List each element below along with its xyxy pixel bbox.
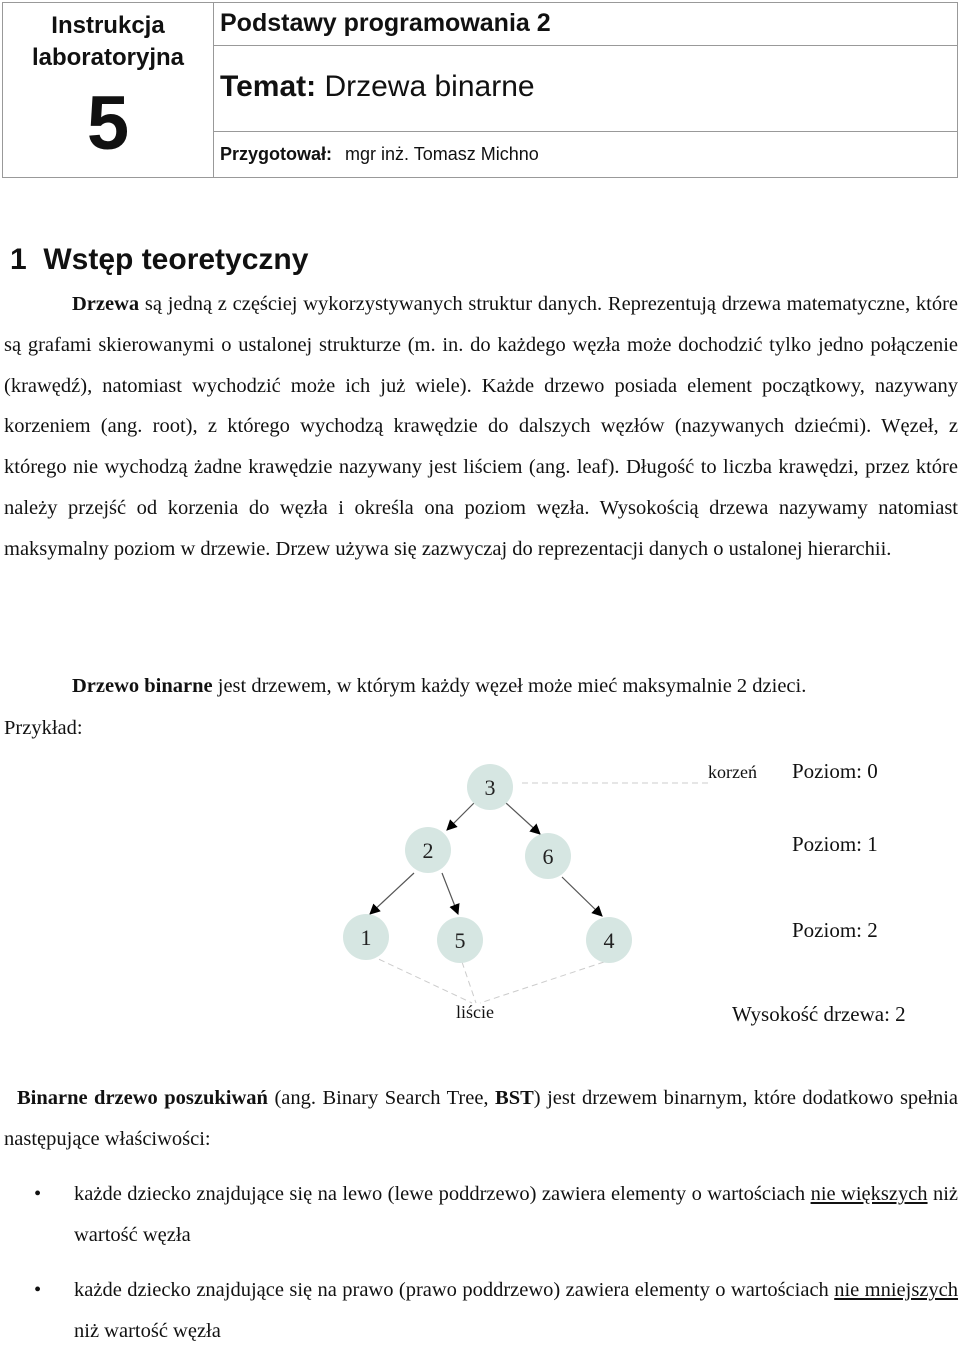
level-2-label: Poziom: 2 bbox=[792, 918, 878, 942]
bst-bold-term: Binarne drzewo poszukiwań bbox=[16, 1087, 268, 1109]
root-label: korzeń bbox=[708, 762, 757, 782]
leaf-line-5 bbox=[462, 962, 476, 1003]
node-4-value: 4 bbox=[603, 928, 615, 953]
section-number: 1 bbox=[10, 243, 27, 276]
example-label: Przykład: bbox=[4, 717, 83, 739]
binary-tree-diagram bbox=[0, 740, 960, 1040]
edge-3-6 bbox=[506, 803, 540, 834]
bullet-left-post: niż wartość węzła bbox=[74, 1183, 959, 1246]
author-line bbox=[220, 144, 539, 165]
author-name: mgr inż. Tomasz Michno bbox=[345, 144, 539, 164]
bullet-left-underlined: nie większych bbox=[810, 1183, 928, 1205]
leaves-label: liście bbox=[456, 1002, 494, 1022]
leaf-line-4 bbox=[480, 962, 604, 1003]
node-5-value: 5 bbox=[454, 928, 466, 953]
edge-3-2 bbox=[447, 803, 474, 830]
tree-height-label: Wysokość drzewa: 2 bbox=[732, 1002, 906, 1026]
edge-6-4 bbox=[562, 877, 602, 916]
header-instruction-label: Instrukcja bbox=[51, 12, 165, 39]
header-course-row bbox=[214, 3, 957, 46]
p2-text: jest drzewem, w którym każdy węzeł może mieć maksymalnie 2 dzieci. bbox=[217, 675, 807, 697]
bst-text-1: (ang. Binary Search Tree, bbox=[274, 1087, 489, 1109]
topic-value: Drzewa binarne bbox=[324, 70, 535, 103]
tree-graphic bbox=[0, 740, 960, 1040]
p1-bold-term: Drzewa bbox=[72, 293, 140, 315]
bullet-dot-icon: • bbox=[34, 1183, 42, 1205]
header-left-cell bbox=[3, 3, 214, 177]
bst-text-2: ) jest drzewem binarnym, które dodatkowo spełnia następujące właściwości: bbox=[4, 1087, 959, 1150]
paragraph-bst bbox=[4, 1078, 958, 1160]
bullet-right-underlined: nie mniejszych bbox=[834, 1279, 959, 1301]
bst-abbrev: BST bbox=[495, 1087, 534, 1109]
lab-number: 5 bbox=[86, 81, 130, 166]
bullet-left-pre: każde dziecko znajdujące się na lewo (lewe poddrzewo) zawiera elementy o wartościach bbox=[74, 1183, 806, 1205]
header-table bbox=[2, 2, 958, 178]
p1-text: są jedną z częściej wykorzystywanych struktur danych. Reprezentują drzewa matematyczne, które są grafami skierowanymi o ustalonej strukturze (m. in. do każdego węzła może dochodzić tylko jedno połączenie (krawędź), natomiast wychodzić może ich już wiele). Każde drzewo posiada element początkowy, nazywany korzeniem (ang. root), z którego wychodzą krawędzie do dalszych węzłów (nazywanych dziećmi). Węzeł, z którego nie wychodzą żadne krawędzie nazywany jest liściem (ang. leaf). Długość to liczba krawędzi, przez które należy przejść od korzenia do węzła i określa ona poziom węzła. Wysokością drzewa nazywamy natomiast maksymalny poziom w drzewie. Drzew używa się zazwyczaj do reprezentacji danych o ustalonej hierarchii. bbox=[4, 293, 959, 560]
course-title: Podstawy programowania 2 bbox=[220, 9, 551, 37]
topic-label: Temat: bbox=[220, 70, 317, 103]
node-2-value: 2 bbox=[422, 838, 434, 863]
node-root-value: 3 bbox=[484, 775, 496, 800]
header-author-row bbox=[214, 132, 957, 177]
header-lab-label: laboratoryjna bbox=[31, 44, 185, 71]
prepared-label: Przygotował: bbox=[220, 144, 333, 164]
paragraph-binary-tree bbox=[4, 666, 958, 707]
level-1-label: Poziom: 1 bbox=[792, 832, 878, 856]
node-6-value: 6 bbox=[542, 844, 554, 869]
section-title: Wstęp teoretyczny bbox=[43, 243, 309, 276]
level-0-label: Poziom: 0 bbox=[792, 759, 878, 783]
bullet-right-pre: każde dziecko znajdujące się na prawo (prawo poddrzewo) zawiera elementy o wartościach bbox=[74, 1279, 829, 1301]
bullet-dot-icon: • bbox=[34, 1279, 42, 1301]
section-heading bbox=[10, 243, 308, 277]
paragraph-trees-intro bbox=[4, 284, 958, 570]
bullet-right-post: niż wartość węzła bbox=[74, 1319, 221, 1342]
topic-line bbox=[220, 70, 535, 104]
p2-bold-term: Drzewo binarne bbox=[72, 675, 213, 697]
edge-2-5 bbox=[442, 873, 458, 914]
node-1-value: 1 bbox=[360, 925, 372, 950]
header-topic-row bbox=[214, 46, 957, 132]
bullet-right-text bbox=[74, 1270, 958, 1352]
edge-2-1 bbox=[370, 873, 414, 914]
bullet-left-text bbox=[74, 1174, 958, 1256]
